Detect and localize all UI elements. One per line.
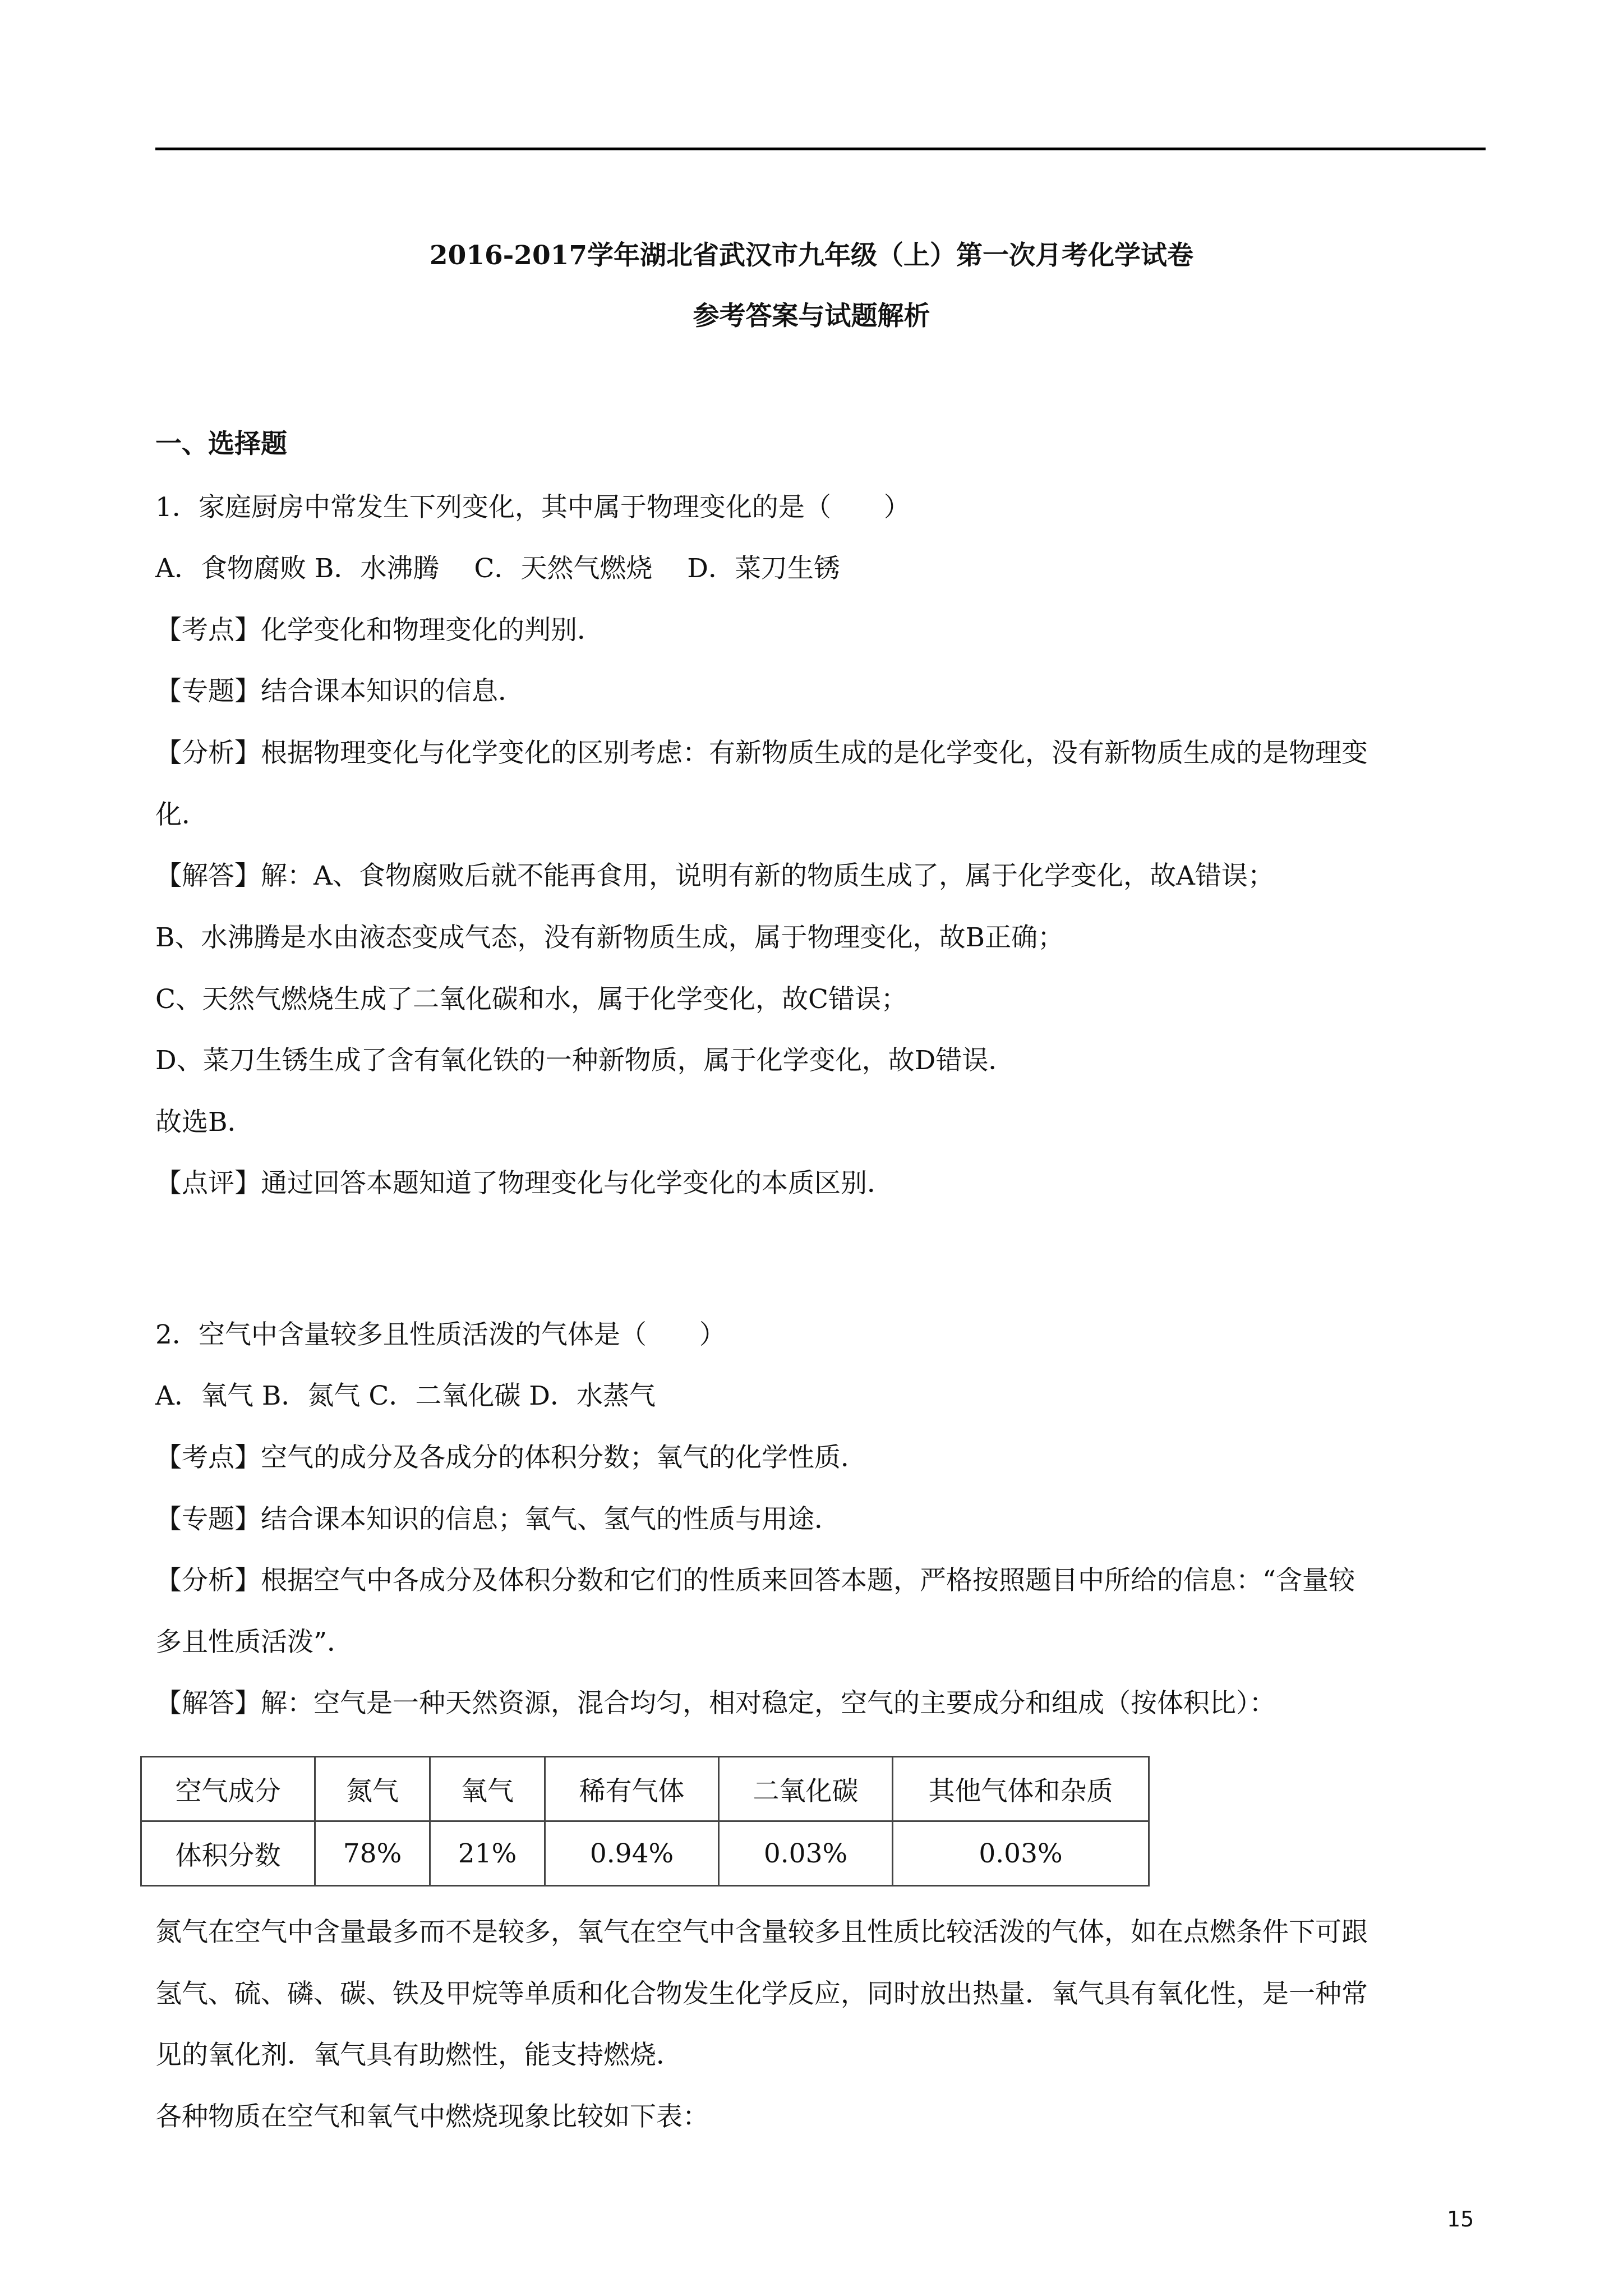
q2-zhuanti: 【专题】结合课本知识的信息；氧气、氢气的性质与用途． [155, 1504, 841, 1535]
table-cell: 空气成分 [141, 1757, 315, 1821]
q2-options: A．氧气 B．氮气 C．二氧化碳 D．水蒸气 [155, 1381, 656, 1411]
table-row [141, 1821, 1149, 1886]
table-cell: 二氧化碳 [719, 1757, 893, 1821]
air-composition-table [140, 1756, 1150, 1887]
header-rule [155, 148, 1486, 150]
q1-jieda-line4: D、菜刀生锈生成了含有氧化铁的一种新物质，属于化学变化，故D错误． [155, 1045, 1015, 1076]
table-cell: 氮气 [315, 1757, 430, 1821]
exam-subtitle: 参考答案与试题解析 [693, 301, 930, 332]
q2-fenxi-line2: 多且性质活泼”． [155, 1627, 354, 1658]
q2-explanation-line3: 见的氧化剂．氧气具有助燃性，能支持燃烧． [155, 2040, 683, 2070]
q1-zhuanti: 【专题】结合课本知识的信息． [155, 676, 524, 707]
table-cell: 其他气体和杂质 [893, 1757, 1149, 1821]
q1-options: A．食物腐败 B．水沸腾 C．天然气燃烧 D．菜刀生锈 [155, 553, 840, 584]
page-number: 15 [1447, 2207, 1474, 2231]
q1-jieda-line3: C、天然气燃烧生成了二氧化碳和水，属于化学变化，故C错误； [155, 984, 907, 1015]
table-cell: 21% [430, 1821, 545, 1886]
q2-stem: 2．空气中含量较多且性质活泼的气体是（ ） [155, 1319, 726, 1350]
q1-kaodian: 【考点】化学变化和物理变化的判别． [155, 615, 603, 646]
q2-explanation-line2: 氢气、硫、磷、碳、铁及甲烷等单质和化合物发生化学反应，同时放出热量．氧气具有氧化性，是一种常 [155, 1978, 1368, 2009]
section-heading: 一、选择题 [155, 429, 287, 459]
table-cell: 稀有气体 [545, 1757, 719, 1821]
table-cell: 78% [315, 1821, 430, 1886]
q2-fenxi-line1: 【分析】根据空气中各成分及体积分数和它们的性质来回答本题，严格按照题目中所给的信息：“含量较 [155, 1565, 1355, 1596]
q2-kaodian: 【考点】空气的成分及各成分的体积分数；氧气的化学性质． [155, 1442, 867, 1473]
q2-explanation-line1: 氮气在空气中含量最多而不是较多，氧气在空气中含量较多且性质比较活泼的气体，如在点燃条件下可跟 [155, 1917, 1368, 1948]
table-header-row [141, 1757, 1149, 1821]
table-cell: 体积分数 [141, 1821, 315, 1886]
table-cell: 0.03% [719, 1821, 893, 1886]
table-cell: 0.94% [545, 1821, 719, 1886]
q1-fenxi-line2: 化． [155, 799, 208, 830]
q1-jieda-line1: 【解答】解：A、食物腐败后就不能再食用，说明有新的物质生成了，属于化学变化，故A错误； [155, 861, 1274, 891]
q1-dianping: 【点评】通过回答本题知道了物理变化与化学变化的本质区别． [155, 1168, 893, 1199]
q2-explanation-line4: 各种物质在空气和氧气中燃烧现象比较如下表： [155, 2101, 709, 2132]
table-cell: 0.03% [893, 1821, 1149, 1886]
q1-stem: 1．家庭厨房中常发生下列变化，其中属于物理变化的是（ ） [155, 492, 910, 523]
q1-jieda-line2: B、水沸腾是水由液态变成气态，没有新物质生成，属于物理变化，故B正确； [155, 922, 1064, 953]
q2-jieda-line1: 【解答】解：空气是一种天然资源，混合均匀，相对稳定，空气的主要成分和组成（按体积比）： [155, 1688, 1276, 1719]
exam-title: 2016-2017学年湖北省武汉市九年级（上）第一次月考化学试卷 [429, 240, 1194, 271]
q1-fenxi-line1: 【分析】根据物理变化与化学变化的区别考虑：有新物质生成的是化学变化，没有新物质生成的是物理变 [155, 738, 1368, 769]
table-cell: 氧气 [430, 1757, 545, 1821]
q1-answer: 故选B． [155, 1107, 254, 1138]
